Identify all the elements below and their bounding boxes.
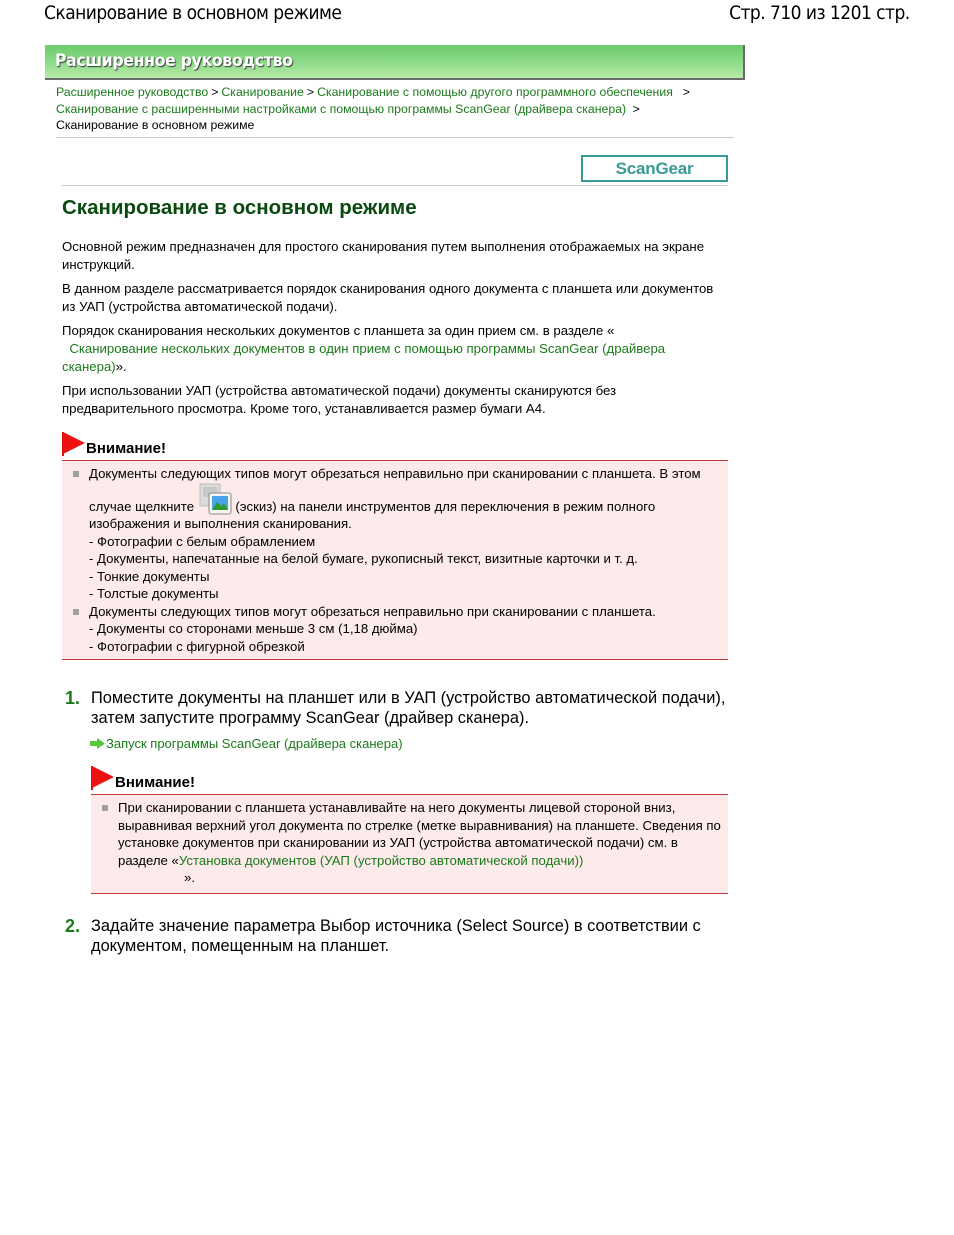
breadcrumb-link-scanning[interactable]: Сканирование <box>221 85 304 99</box>
breadcrumb-separator: > <box>682 85 690 99</box>
bullet-icon <box>73 609 79 615</box>
breadcrumb-separator: > <box>211 85 219 99</box>
intro-content <box>62 238 728 424</box>
step-number: 2. <box>65 916 81 936</box>
caution-box <box>62 460 728 660</box>
thumbnail-icon <box>198 483 232 515</box>
caution-flag-icon <box>91 766 115 790</box>
caution-subitem: - Толстые документы <box>89 586 219 601</box>
divider <box>56 137 734 138</box>
breadcrumb-current: Сканирование в основном режиме <box>56 118 255 132</box>
multiple-docs-link[interactable]: Сканирование нескольких документов в один прием с помощью программы ScanGear (драйвера сканера) <box>62 341 666 374</box>
section-banner <box>45 45 745 80</box>
caution-header <box>91 766 728 794</box>
scangear-badge: ScanGear <box>581 155 728 182</box>
caution-subitem: - Документы, напечатанные на белой бумаге, рукописный текст, визитные карточки и т. д. <box>89 551 638 566</box>
caution-label: Внимание! <box>115 774 195 791</box>
bullet-icon <box>73 471 79 477</box>
intro-paragraph-with-link <box>62 322 728 376</box>
step-text: Поместите документы на планшет или в УАП (устройство автоматической подачи), затем запустите программу ScanGear (драйвер сканера). <box>91 689 726 727</box>
step-text: Задайте значение параметра Выбор источника (Select Source) в соответствии с документом, помещенным на планшет. <box>91 917 701 955</box>
step-2 <box>62 916 728 956</box>
page-title: Сканирование в основном режиме <box>62 196 417 219</box>
link-text: Запуск программы ScanGear (драйвера сканера) <box>106 736 403 751</box>
caution-block <box>62 432 728 660</box>
caution-flag-icon <box>62 432 86 456</box>
caution-subitem: - Фотографии с фигурной обрезкой <box>89 638 305 654</box>
caution-subitem: - Тонкие документы <box>89 568 210 584</box>
intro-paragraph: Основной режим предназначен для простого сканирования путем выполнения отображаемых на экране инструкций. <box>62 239 705 272</box>
banner-label: Расширенное руководство <box>55 51 293 71</box>
caution-box <box>91 794 728 894</box>
caution-text: Документы следующих типов могут обрезаться неправильно при сканировании с планшета. <box>89 603 656 619</box>
step-1 <box>62 688 728 728</box>
bullet-icon <box>102 805 108 811</box>
caution-subitem: - Фотографии с белым обрамлением <box>89 533 316 549</box>
caution-item <box>70 465 722 603</box>
breadcrumb-link-scangear-advanced[interactable]: Сканирование с расширенными настройками с помощью программы ScanGear (драйвера сканера) <box>56 101 627 116</box>
document-placement-link[interactable]: Установка документов (УАП (устройство автоматической подачи)) <box>178 852 584 868</box>
page-number: Стр. 710 из 1201 стр. <box>729 2 910 24</box>
caution-subitem: - Документы со сторонами меньше 3 см (1,18 дюйма) <box>89 621 418 636</box>
caution-label: Внимание! <box>86 440 166 457</box>
intro-paragraph: В данном разделе рассматривается порядок сканирования одного документа с планшета или документов из УАП (устройства автоматической подачи). <box>62 281 714 314</box>
step-1-caution-block <box>91 766 728 894</box>
launch-scangear-link[interactable] <box>90 736 403 751</box>
page-header <box>0 0 954 28</box>
breadcrumb-separator: > <box>632 101 640 116</box>
caution-header <box>62 432 728 460</box>
arrow-right-icon <box>90 738 105 749</box>
divider <box>62 185 728 186</box>
intro-paragraph: При использовании УАП (устройства автоматической подачи) документы сканируются без предварительного просмотра. Кроме того, устанавливается размер бумаги A4. <box>62 383 617 416</box>
breadcrumb-link-other-software[interactable]: Сканирование с помощью другого программного обеспечения <box>317 85 673 99</box>
caution-text: При сканировании с планшета устанавливайте на него документы лицевой стороной вниз, выравнивая верхний угол документа по стрелке (метке выравнивания) на планшете. Сведения по установке документов при сканировании из УАП (устройства автоматической подачи) см. в разделе « <box>118 800 721 868</box>
header-title: Сканирование в основном режиме <box>44 2 342 24</box>
caution-item <box>70 603 722 656</box>
breadcrumb-separator: > <box>306 85 315 99</box>
breadcrumb <box>56 84 736 134</box>
paragraph-text: ». <box>115 359 127 374</box>
step-number: 1. <box>65 688 81 708</box>
caution-item <box>99 799 722 887</box>
breadcrumb-link-advanced-guide[interactable]: Расширенное руководство <box>56 85 209 99</box>
caution-text: Документы следующих типов могут обрезаться неправильно при сканировании с планшета. В этом случае щелкните (эскиз) на панели инструментов для переключения в режим полного изображения и выполнения сканирования. <box>89 466 701 531</box>
caution-text-end: ». <box>184 870 195 885</box>
paragraph-text: Порядок сканирования нескольких документов с планшета за один прием см. в разделе « <box>62 323 615 338</box>
